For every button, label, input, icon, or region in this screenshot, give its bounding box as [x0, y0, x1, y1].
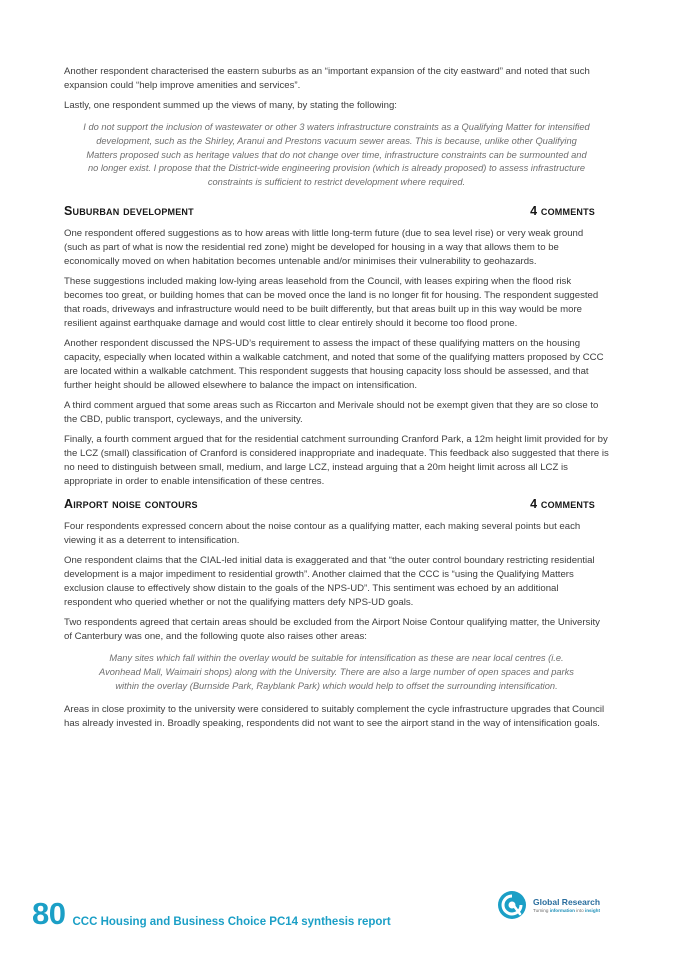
page-content	[64, 65, 609, 737]
suburban-paragraph-2: These suggestions included making low-lying areas leasehold from the Council, with leases expiring when the flood risk becomes too great, or building homes that can be moved once the land is no longer fit for housing. The respondent suggested that roads, driveways and infrastructure would need to be built differently, but that areas built up in this way would be more resilient against earthquake damage and would cost little to clear entirely should it become too flood prone.	[64, 275, 599, 329]
airport-paragraph-1: Four respondents expressed concern about the noise contour as a qualifying matter, each making several points but each viewing it as a deterrent to intensification.	[64, 520, 581, 546]
airport-paragraph-2: One respondent claims that the CIAL-led initial data is exaggerated and that “the outer control boundary restricting residential development is a major impediment to residential growth”. Another claimed that the CCC is “using the Qualifying Matters exclusion clause to effectively show distain to the goals of the NPS-UD”. This sentiment was echoed by an additional respondent who queried whether or not the qualifying matters defy NPS-UD goals.	[64, 554, 595, 608]
logo-name: Global Research	[533, 896, 601, 907]
logo-tagline: Turning information into insight	[533, 907, 600, 913]
page-number: 80	[32, 896, 66, 931]
intro-paragraph-2: Lastly, one respondent summed up the views of many, by stating the following:	[64, 100, 397, 111]
suburban-paragraph-4: A third comment argued that some areas such as Riccarton and Merivale should not be exempt given that they are so close to the CBD, public transport, cycleways, and the university.	[64, 399, 599, 425]
suburban-paragraph-5: Finally, a fourth comment argued that for the residential catchment surrounding Cranford Park, a 12m height limit provided for by the LCZ (small) classification of Cranford is considered inappropriate and inadequate. This feedback also suggested that there is no need to distinguish between small, medium, and large LCZ, instead arguing that a 20m height limit across all LCZ is appropriate in order to enable intensification of these centres.	[64, 433, 609, 487]
page-footer	[32, 898, 391, 930]
report-title: CCC Housing and Business Choice PC14 synthesis report	[72, 916, 391, 928]
quote-infrastructure: I do not support the inclusion of wastewater or other 3 waters infrastructure constraints as a Qualifying Matter for intensified development, such as the Shirley, Aranui and Prestons vacuum sewer areas. This is because, unlike other Qualifying Matters proposed such as heritage values that do not change over time, infrastructure constraints can be surmounted and no longer exist. I propose that the District-wide engineering provision (which is already proposed) to assess infrastructure constraints is sufficient to restrict development where required.	[83, 122, 590, 188]
comment-count-airport: 4 comments	[530, 496, 595, 511]
comment-count-suburban: 4 comments	[530, 203, 595, 218]
global-research-logo	[497, 890, 600, 920]
quote-airport: Many sites which fall within the overlay would be suitable for intensification as these are near local centres (i.e. Avonhead Mall, Waimairi shops) along with the University. There are also a large number of open spaces and parks within the overlay (Burnside Park, Rayblank Park) which would help to offset the surrounding intensification.	[99, 652, 574, 691]
section-heading-suburban	[64, 204, 609, 218]
airport-closing-paragraph: Areas in close proximity to the university were considered to suitably complement the cycle infrastructure upgrades that Council has already invested in. Broadly speaking, respondents did not want to see the airport stand in the way of intensification goals.	[64, 704, 605, 730]
logo-text	[533, 897, 600, 914]
section-heading-airport	[64, 497, 609, 511]
airport-paragraph-3: Two respondents agreed that certain areas should be excluded from the Airport Noise Contour qualifying matter, the University of Canterbury was one, and the following quote also raises other areas:	[64, 616, 600, 642]
global-research-logo-icon	[497, 890, 527, 920]
intro-paragraph-1: Another respondent characterised the eastern suburbs as an “important expansion of the city eastward” and noted that such expansion could “help improve amenities and services”.	[64, 66, 590, 91]
section-title-suburban: Suburban development	[64, 203, 194, 218]
suburban-paragraph-3: Another respondent discussed the NPS-UD’s requirement to assess the impact of these qualifying matters on the housing capacity, especially when located within a walkable catchment, and noted that some of the qualifying matters proposed by CCC are located within a walkable catchment. This respondent suggests that housing capacity loss should be assessed, and that further height should be allowed elsewhere to balance the impact on intensification.	[64, 337, 604, 391]
section-title-airport: Airport noise contours	[64, 496, 198, 511]
suburban-paragraph-1: One respondent offered suggestions as to how areas with little long-term future (due to sea level rise) or very weak ground (such as part of what is now the residential red zone) might be developed for housing in a way that allows them to be economically moved on when habitation becomes untenable and/or minimises their vulnerability to geohazards.	[64, 227, 584, 267]
